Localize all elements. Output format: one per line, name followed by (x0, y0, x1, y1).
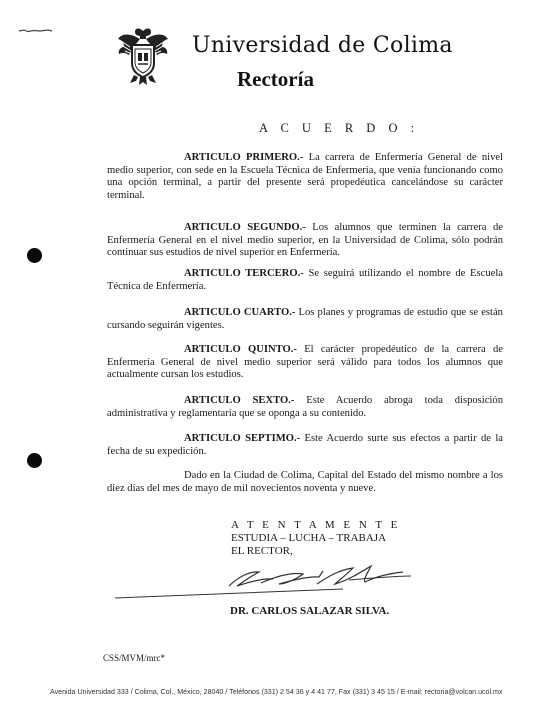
closing-text: Dado en la Ciudad de Colima, Capital del Estado del mismo nombre a los diez días del mes de mayo de mil novecientos noventa y nueve. (107, 470, 503, 494)
signer-name: DR. CARLOS SALAZAR SILVA. (230, 605, 390, 617)
article-text: Este Acuerdo abroga toda disposición administrativa y reglamentaria que se oponga a su contenido. (107, 395, 503, 419)
article-heading: ARTICULO SEPTIMO.- (184, 433, 301, 444)
article-text: Los planes y programas de estudio que se están cursando seguirán vigentes. (107, 307, 503, 331)
article-text: La carrera de Enfermería General de nivel medio superior, con sede en la Escuela Técnica de Enfermería, que venía funcionando como una opción terminal, a partir del presente será propedéutica cancelándose su carácter terminal. (107, 152, 504, 201)
article-text: Este Acuerdo surte sus efectos a partir de la fecha de su expedición. (107, 433, 504, 457)
article-6 (107, 395, 503, 420)
article-3 (107, 268, 503, 293)
closing-paragraph (107, 470, 503, 495)
article-text: Los alumnos que terminen la carrera de Enfermería General en el nivel medio superior, en la Universidad de Colima, sólo podrán continuar sus estudios de nivel superior en Enfermería. (107, 222, 503, 259)
article-heading: ARTICULO TERCERO.- (184, 268, 304, 279)
university-eagle-crest-icon (116, 25, 170, 87)
article-4 (107, 307, 503, 332)
letterhead-footer: Avenida Universidad 333 / Colima, Col., México, 28040 / Teléfonos (331) 2 54 36 y 4 41 77, Fax (331) 3 45 15 / E-mail: rectoria@volcan.ucol.mx (50, 688, 503, 696)
article-heading: ARTICULO CUARTO.- (184, 307, 296, 318)
reference-initials: CSS/MVM/mrc* (103, 653, 166, 663)
article-heading: ARTICULO PRIMERO.- (184, 152, 304, 163)
article-heading: ARTICULO SEGUNDO.- (184, 222, 306, 233)
office-name: Rectoría (237, 67, 314, 91)
article-7 (107, 433, 503, 458)
punch-hole (27, 453, 42, 468)
article-text: Se seguirá utilizando el nombre de Escuela Técnica de Enfermería. (107, 268, 503, 292)
article-1 (107, 152, 503, 202)
punch-hole (27, 248, 42, 263)
scan-speck (18, 28, 54, 34)
article-text: El carácter propedéutico de la carrera de Enfermería General de nivel medio superior será válido para todos los alumnos que actualmente cursan los estudios. (107, 344, 503, 381)
university-name: Universidad de Colima (192, 33, 453, 58)
atentamente-label: A T E N T A M E N T E (231, 519, 401, 531)
article-heading: ARTICULO QUINTO.- (184, 344, 297, 355)
article-5 (107, 344, 503, 382)
signoff-block (231, 519, 400, 558)
university-motto: ESTUDIA – LUCHA – TRABAJA (231, 532, 387, 544)
document-title: A C U E R D O : (259, 121, 420, 135)
article-2 (107, 222, 503, 260)
signer-role: EL RECTOR, (231, 545, 293, 557)
article-heading: ARTICULO SEXTO.- (184, 395, 295, 406)
